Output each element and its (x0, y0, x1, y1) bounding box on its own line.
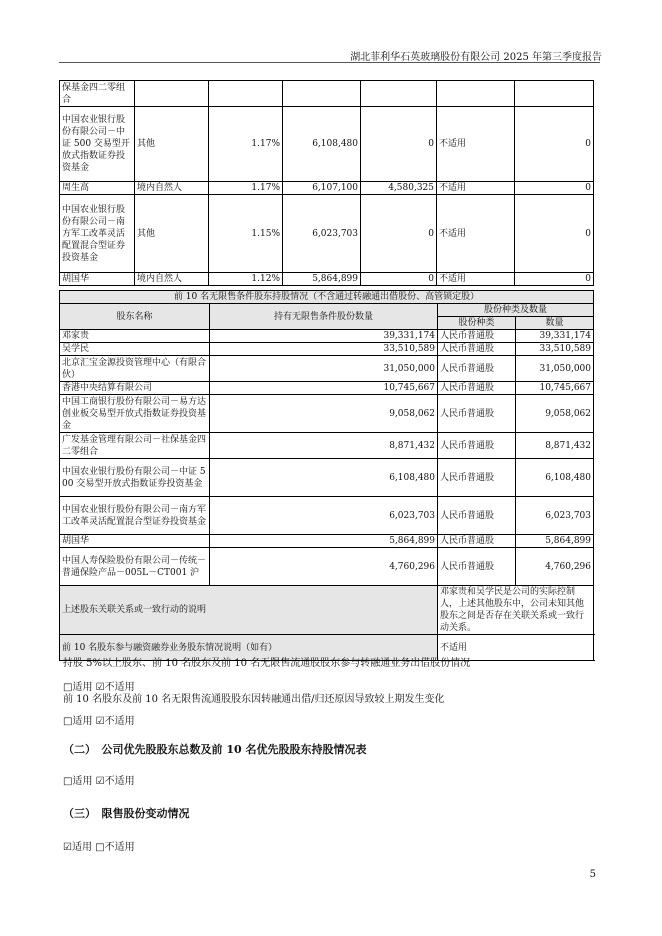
cell-shares: 6,023,703 (283, 195, 361, 273)
cell-ratio: 1.15% (209, 195, 283, 273)
cell-qty: 0 (515, 182, 594, 195)
cell-qty: 39,331,174 (516, 330, 594, 343)
cell-shares: 4,760,296 (210, 548, 438, 586)
col-unrestricted-shares: 持有无限售条件股份数量 (210, 304, 438, 330)
cell-pledge (437, 81, 515, 107)
page-number: 5 (589, 869, 596, 880)
table-row (60, 330, 594, 343)
margin-value: 不适用 (438, 635, 594, 661)
cell-name: 周生高 (60, 182, 135, 195)
cell-restricted: 0 (361, 107, 437, 182)
cell-restricted: 4,580,325 (361, 182, 437, 195)
cell-shares: 6,023,703 (210, 497, 438, 535)
cell-shares: 6,108,480 (283, 107, 361, 182)
cell-type: 人民币普通股 (438, 433, 516, 459)
cell-qty: 4,760,296 (516, 548, 594, 586)
cell-name: 胡国华 (60, 273, 135, 286)
cell-name: 香港中央结算有限公司 (60, 382, 210, 395)
cell-type: 人民币普通股 (438, 330, 516, 343)
cell-nature (135, 81, 209, 107)
col-shareholder-name: 股东名称 (60, 304, 210, 330)
cell-type: 人民币普通股 (438, 548, 516, 586)
col-share-type: 股份种类 (438, 317, 516, 330)
cell-shares: 5,864,899 (283, 273, 361, 286)
col-quantity: 数量 (516, 317, 594, 330)
cell-pledge: 不适用 (437, 195, 515, 273)
cell-name: 中国工商银行股份有限公司－易方达创业板交易型开放式指数证券投资基金 (60, 395, 210, 433)
cell-name: 保基金四二零组合 (60, 81, 135, 107)
table-row (60, 586, 594, 635)
cell-ratio (209, 81, 283, 107)
table-row (60, 497, 594, 535)
cell-qty: 31,050,000 (516, 356, 594, 382)
preferred-applicability: □适用 ☑不适用 (63, 776, 135, 787)
cell-name: 吴学民 (60, 343, 210, 356)
unrestricted-shareholders-table (59, 290, 594, 661)
cell-restricted (361, 81, 437, 107)
cell-type: 人民币普通股 (438, 535, 516, 548)
table-row (60, 459, 594, 497)
cell-name: 中国农业银行股份有限公司－南方军工改革灵活配置混合型证券投资基金 (60, 497, 210, 535)
table-row (60, 273, 594, 286)
cell-pledge: 不适用 (437, 273, 515, 286)
cell-qty: 6,108,480 (516, 459, 594, 497)
cell-name: 中国农业银行股份有限公司－中证 500 交易型开放式指数证券投资基金 (60, 107, 135, 182)
cell-restricted: 0 (361, 273, 437, 286)
lending-applicability: □适用 ☑不适用 (63, 682, 135, 693)
relation-value: 邓家贵和吴学民是公司的实际控制人，上述其他股东中，公司未知其他股东之间是否存在关联关系或一致行动关系。 (438, 586, 594, 635)
cell-shares: 10,745,667 (210, 382, 438, 395)
relation-label: 上述股东关联关系或一致行动的说明 (60, 586, 438, 635)
cell-shares (283, 81, 361, 107)
cell-type: 人民币普通股 (438, 382, 516, 395)
cell-qty: 5,864,899 (516, 535, 594, 548)
lending-paragraph: 持股 5%以上股东、前 10 名股东及前 10 名无限售流通股股东参与转融通业务出借股份情况 (63, 658, 471, 669)
table-row (60, 343, 594, 356)
cell-restricted: 0 (361, 195, 437, 273)
cell-ratio: 1.12% (209, 273, 283, 286)
cell-type: 人民币普通股 (438, 356, 516, 382)
cell-qty: 33,510,589 (516, 343, 594, 356)
cell-qty: 6,023,703 (516, 497, 594, 535)
section-restricted-heading: （三） 限售股份变动情况 (63, 807, 190, 820)
cell-shares: 6,107,100 (283, 182, 361, 195)
header-divider (59, 62, 600, 63)
table-row (60, 548, 594, 586)
col-share-type-group: 股份种类及数量 (438, 304, 594, 317)
table-row (60, 395, 594, 433)
cell-ratio: 1.17% (209, 107, 283, 182)
cell-shares: 6,108,480 (210, 459, 438, 497)
cell-nature: 境内自然人 (135, 182, 209, 195)
cell-ratio: 1.17% (209, 182, 283, 195)
cell-shares: 8,871,432 (210, 433, 438, 459)
cell-type: 人民币普通股 (438, 395, 516, 433)
table-row (60, 433, 594, 459)
cell-nature: 境内自然人 (135, 273, 209, 286)
table-row (60, 356, 594, 382)
cell-name: 中国农业银行股份有限公司－中证 500 交易型开放式指数证券投资基金 (60, 459, 210, 497)
cell-type: 人民币普通股 (438, 459, 516, 497)
cell-nature: 其他 (135, 195, 209, 273)
cell-type: 人民币普通股 (438, 343, 516, 356)
cell-name: 中国农业银行股份有限公司－南方军工改革灵活配置混合型证券投资基金 (60, 195, 135, 273)
cell-type: 人民币普通股 (438, 497, 516, 535)
top-shareholders-table (59, 80, 594, 286)
table-row (60, 195, 594, 273)
cell-shares: 5,864,899 (210, 535, 438, 548)
cell-qty: 0 (515, 195, 594, 273)
cell-qty: 0 (515, 273, 594, 286)
table-row (60, 182, 594, 195)
margin-label: 前 10 名股东参与融资融券业务股东情况说明（如有） (60, 635, 438, 661)
change-applicability: □适用 ☑不适用 (63, 716, 135, 727)
restricted-applicability: ☑适用 □不适用 (63, 842, 135, 853)
cell-nature: 其他 (135, 107, 209, 182)
cell-qty: 8,871,432 (516, 433, 594, 459)
cell-name: 中国人寿保险股份有限公司－传统－普通保险产品－005L－CT001 沪 (60, 548, 210, 586)
cell-shares: 9,058,062 (210, 395, 438, 433)
cell-shares: 39,331,174 (210, 330, 438, 343)
cell-shares: 31,050,000 (210, 356, 438, 382)
table-row (60, 535, 594, 548)
table-row (60, 382, 594, 395)
cell-qty: 9,058,062 (516, 395, 594, 433)
cell-qty: 0 (515, 107, 594, 182)
cell-pledge: 不适用 (437, 182, 515, 195)
cell-shares: 33,510,589 (210, 343, 438, 356)
cell-qty (515, 81, 594, 107)
cell-name: 北京汇宝金源投资管理中心（有限合伙） (60, 356, 210, 382)
cell-pledge: 不适用 (437, 107, 515, 182)
cell-qty: 10,745,667 (516, 382, 594, 395)
unrestricted-title: 前 10 名无限售条件股东持股情况（不含通过转融通出借股份、高管锁定股） (60, 291, 594, 304)
page-header-title: 湖北菲利华石英玻璃股份有限公司 2025 年第三季度报告 (350, 52, 602, 63)
cell-name: 邓家贵 (60, 330, 210, 343)
cell-name: 胡国华 (60, 535, 210, 548)
table-row (60, 107, 594, 182)
cell-name: 广发基金管理有限公司－社保基金四二零组合 (60, 433, 210, 459)
change-paragraph: 前 10 名股东及前 10 名无限售流通股股东因转融通出借/归还原因导致较上期发生变化 (63, 694, 445, 705)
table-row (60, 81, 594, 107)
section-preferred-heading: （二） 公司优先股股东总数及前 10 名优先股股东持股情况表 (63, 743, 367, 756)
